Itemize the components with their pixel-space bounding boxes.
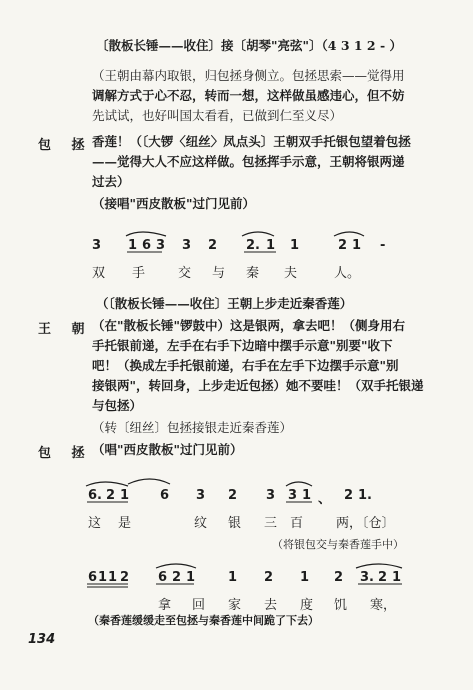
note: 1 [186,570,196,585]
note: 3 [92,238,102,253]
note: 1 [120,488,130,503]
role-label-baozheng: 包 拯 [38,138,93,153]
note: 3. [360,570,374,585]
note: 1 [300,570,310,585]
note: 1 [128,238,138,253]
note: 2 [172,570,182,585]
singing-cue: （接唱"西皮散板"过门见前） [92,196,256,211]
note: 1 [228,570,238,585]
note: 6 [160,488,170,503]
dialogue-line: 接银两"，转回身，上步走近包拯）她不要哇！（双手托银递 [92,378,424,393]
lyric: 去 [264,598,278,613]
note: 1 [98,570,108,585]
dialogue-line: 过去） [92,174,130,189]
dialogue-line: 香莲！（〔大锣〈纽丝〉凤点头〕王朝双手托银包望着包拯 [92,134,411,149]
note: 3 [288,488,298,503]
note: 2 [264,570,274,585]
dialogue-line: ——觉得大人不应这样做。包拯挥手示意，王朝将银两递 [92,154,405,169]
note: 3 [156,238,166,253]
note: 2 [228,488,238,503]
note: 2 [208,238,218,253]
slur-mark [242,232,274,236]
dialogue-line: 手托银前递，左手在右手下边暗中摆手示意"别要"收下 [92,338,393,353]
note: 6 [142,238,152,253]
note: 2 [344,488,354,503]
slur-mark [128,479,170,484]
role-label-baozheng: 包 拯 [38,446,93,461]
note: 1. [358,488,372,503]
slur-mark [334,232,364,236]
lyric: 银 [228,516,242,531]
note: 1 [290,238,300,253]
note: 2 [334,570,344,585]
lyric: 回 [192,598,206,613]
stage-direction-3: 调解方式于心不忍，转而一想，这样做虽感违心，但不妨 [92,88,405,103]
lyric: 拿 [158,598,172,613]
note: 3 [182,238,192,253]
slur-mark [126,232,166,236]
stage-direction-2: （王朝由幕内取银，归包拯身侧立。包拯思索——觉得用 [92,68,405,83]
lyric: 三 [264,516,278,531]
lyric: 与 [212,266,226,281]
stage-direction-4: 先试试，也好叫国太看看，已做到仁至义尽） [92,108,343,123]
note: 1 [266,238,276,253]
lyric: 两，〔仓〕 [336,516,395,531]
role-label-wangchao: 王 朝 [38,322,93,337]
dialogue-line: 与包拯） [92,398,143,413]
slur-mark [156,564,196,568]
lyric: 是 [118,516,132,531]
dialogue-line: 吧！（换成左手托银前递，右手在左手下边摆手示意"别 [92,358,399,373]
note: 3 [266,488,276,503]
note: 2 [338,238,348,253]
dialogue-line: （在"散板长锤"锣鼓中）这是银两，拿去吧！（侧身用右 [92,318,406,333]
note: 1 [392,570,402,585]
note: 1 [352,238,362,253]
slur-mark [356,564,402,568]
note: 6 [158,570,168,585]
lyric: 手 [132,266,146,281]
performance-note: （将银包交与秦香莲手中） [272,538,404,551]
note: 6. [88,488,102,503]
note: 1 [108,570,118,585]
lyric: 交 [178,266,192,281]
note: 、 [318,492,332,507]
lyric: 家 [228,598,242,613]
lyric: 夫 [284,266,298,281]
lyric: 饥 [334,598,348,613]
lyric: 双 [92,266,106,281]
lyric: 纹 [194,516,208,531]
note: 3 [196,488,206,503]
note: - [380,238,386,253]
stage-direction-1: 〔散板长锤——收住〕接〔胡琴"亮弦"〕（4 3 1 2 - ） [96,38,403,53]
note: 6 [88,570,98,585]
singing-cue: （唱"西皮散板"过门见前） [92,442,243,457]
lyric: 这 [88,516,102,531]
page-number: 134 [28,632,56,647]
note: 2 [378,570,388,585]
performance-note: （秦香莲缓缓走至包拯与秦香莲中间跪了下去） [88,614,319,627]
slur-mark [86,482,128,486]
note: 2 [106,488,116,503]
slur-mark [286,482,312,486]
stage-direction-6: （转〔纽丝〕包拯接银走近秦香莲） [92,420,293,435]
lyric: 百 [290,516,304,531]
note: 2. [246,238,260,253]
stage-direction-5: （〔散板长锤——收住〕王朝上步走近秦香莲） [96,296,353,311]
lyric: 秦 [246,266,260,281]
lyric: 度 [300,598,314,613]
lyric: 人。 [334,266,361,281]
note: 1 [302,488,312,503]
note: 2 [120,570,130,585]
lyric: 寒， [370,598,397,613]
